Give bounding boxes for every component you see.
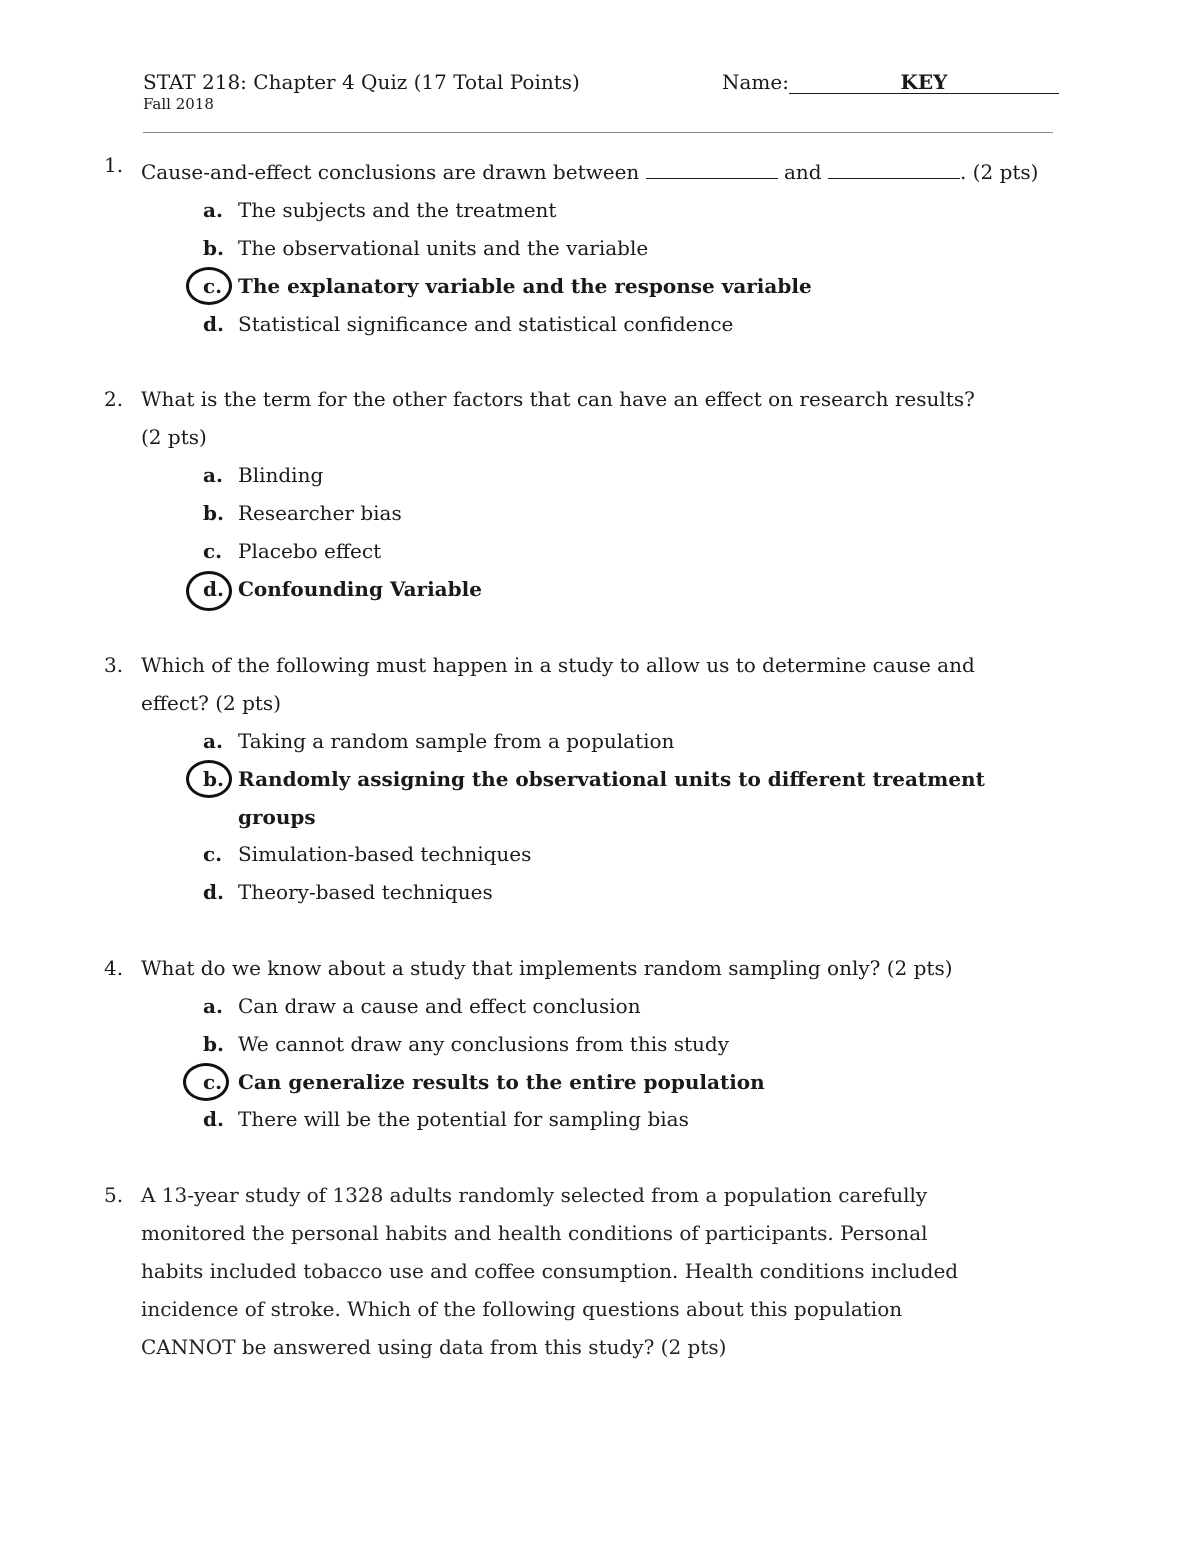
option-text: Statistical significance and statistical confidence (238, 312, 734, 336)
question-text: Cause-and-effect conclusions are drawn between and . (2 pts) (141, 160, 1039, 184)
correct-answer-text: The explanatory variable and the response variable (238, 274, 812, 298)
option-4d (0, 1100, 1200, 1138)
option-letter: b. (203, 501, 224, 525)
name-value: KEY (789, 71, 1059, 94)
option-text: Researcher bias (238, 501, 402, 525)
option-2c (0, 532, 1200, 570)
option-letter: a. (203, 198, 223, 222)
option-text: Blinding (238, 463, 324, 487)
option-letter: b. (203, 767, 224, 791)
option-1b (0, 229, 1200, 267)
option-letter: c. (203, 1070, 223, 1094)
option-text: Taking a random sample from a population (238, 729, 675, 753)
question-number: 2. (104, 387, 124, 411)
option-letter: c. (203, 274, 223, 298)
question-number: 1. (104, 153, 124, 177)
option-3d (0, 873, 1200, 911)
correct-answer-text: Randomly assigning the observational units to different treatment groups (238, 767, 985, 829)
option-3c (0, 835, 1200, 873)
option-letter: a. (203, 994, 223, 1018)
option-letter: a. (203, 729, 223, 753)
option-text: The subjects and the treatment (238, 198, 557, 222)
name-label: Name: (722, 70, 789, 94)
question-text: Which of the following must happen in a study to allow us to determine cause and effect? (2 pts) (141, 653, 975, 715)
option-letter: c. (203, 539, 223, 563)
question-number: 5. (104, 1183, 124, 1207)
name-field (722, 70, 1059, 94)
option-letter: b. (203, 236, 224, 260)
correct-answer-text: Confounding Variable (238, 577, 482, 601)
option-letter: d. (203, 312, 224, 336)
option-1a (0, 191, 1200, 229)
option-text: We cannot draw any conclusions from this study (238, 1032, 730, 1056)
question-text: A 13-year study of 1328 adults randomly selected from a population carefully monitored the personal habits and health conditions of participants. Personal habits included tobacco use and coffee consumption. Health conditions included incidence of stroke. Which of the following questions about this population CANNOT be answered using data from this study? (2 pts) (141, 1183, 959, 1359)
answer-blank (828, 160, 960, 179)
option-2a (0, 456, 1200, 494)
option-4a (0, 987, 1200, 1025)
question-number: 3. (104, 653, 124, 677)
option-letter: b. (203, 1032, 224, 1056)
option-letter: d. (203, 880, 224, 904)
option-4b (0, 1025, 1200, 1063)
option-text: Simulation-based techniques (238, 842, 532, 866)
option-2b (0, 494, 1200, 532)
option-2d (0, 570, 1200, 608)
option-text: Can draw a cause and effect conclusion (238, 994, 641, 1018)
option-4c (0, 1063, 1200, 1101)
question-number: 4. (104, 956, 124, 980)
option-letter: c. (203, 842, 223, 866)
option-1d (0, 305, 1200, 343)
answer-blank (646, 160, 778, 179)
option-text: Theory-based techniques (238, 880, 493, 904)
term-label: Fall 2018 (143, 95, 214, 113)
header-divider (143, 132, 1053, 133)
option-letter: d. (203, 577, 224, 601)
option-letter: a. (203, 463, 223, 487)
correct-answer-text: Can generalize results to the entire population (238, 1070, 765, 1094)
quiz-title: STAT 218: Chapter 4 Quiz (17 Total Points) (143, 70, 580, 94)
option-3b (0, 760, 1200, 836)
option-letter: d. (203, 1107, 224, 1131)
option-text: There will be the potential for sampling bias (238, 1107, 689, 1131)
option-1c (0, 267, 1200, 305)
option-text: The observational units and the variable (238, 236, 649, 260)
option-text: Placebo effect (238, 539, 382, 563)
option-3a (0, 722, 1200, 760)
question-text: What do we know about a study that implements random sampling only? (2 pts) (141, 956, 953, 980)
question-text: What is the term for the other factors that can have an effect on research results? (2 pts) (141, 387, 975, 449)
